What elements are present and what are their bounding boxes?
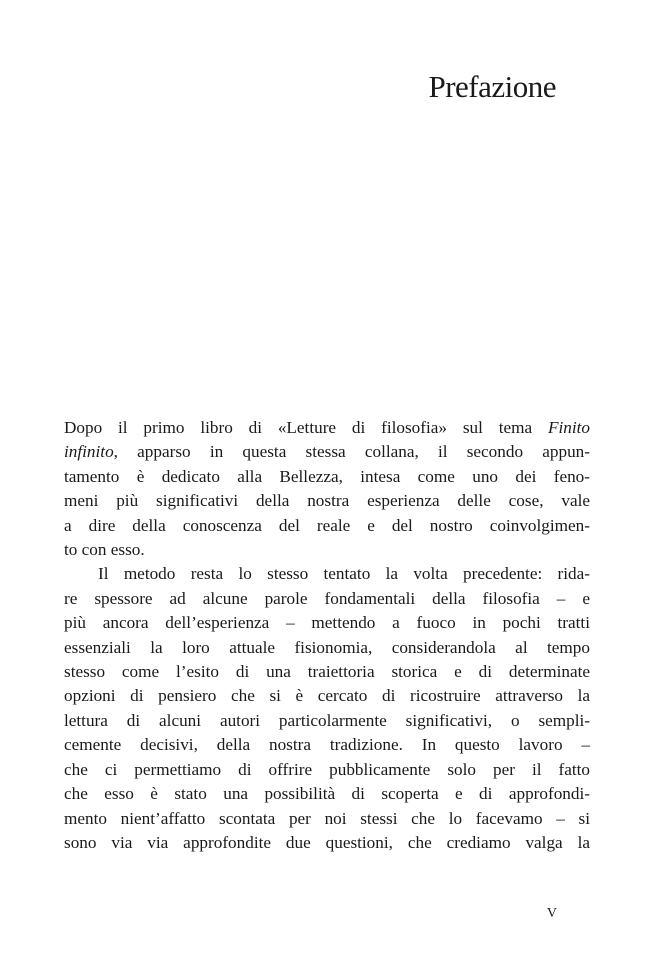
- text-line: infinito, apparso in questa stessa collana, il secondo appun-: [64, 442, 590, 462]
- text-line: a dire della conoscenza del reale e del nostro coinvolgimen-: [64, 515, 590, 535]
- text-line: cemente decisivi, della nostra tradizione. In questo lavoro –: [64, 735, 590, 755]
- text-line: più ancora dell’esperienza – mettendo a fuoco in pochi tratti: [64, 613, 590, 633]
- text-line: opzioni di pensiero che si è cercato di ricostruire attraverso la: [64, 686, 590, 706]
- text-line: meni più significativi della nostra esperienza delle cose, vale: [64, 491, 590, 511]
- text-line: sono via via approfondite due questioni, che crediamo valga la: [64, 832, 590, 852]
- text-line: lettura di alcuni autori particolarmente significativi, o sempli-: [64, 710, 590, 730]
- text-line: essenziali la loro attuale fisionomia, considerandola al tempo: [64, 637, 590, 657]
- text-line: mento nient’affatto scontata per noi stessi che lo facevamo – si: [64, 808, 590, 828]
- text-line: re spessore ad alcune parole fondamentali della filosofia – e: [64, 588, 590, 608]
- text-line: che esso è stato una possibilità di scoperta e di approfondi-: [64, 784, 590, 804]
- text-line: Il metodo resta lo stesso tentato la volta precedente: rida-: [98, 564, 590, 584]
- paragraph-2: [64, 562, 590, 855]
- text-line: tamento è dedicato alla Bellezza, intesa come uno dei feno-: [64, 466, 590, 486]
- text-line: stesso come l’esito di una traiettoria storica e di determinate: [64, 662, 590, 682]
- text-line: to con esso.: [64, 540, 145, 560]
- text-line: che ci permettiamo di offrire pubblicamente solo per il fatto: [64, 759, 590, 779]
- page-title: Prefazione: [428, 69, 556, 104]
- paragraph-1: [64, 416, 590, 562]
- body-text: [64, 416, 590, 855]
- page-number: V: [546, 906, 558, 921]
- text-line: Dopo il primo libro di «Letture di filosofia» sul tema Finito: [64, 418, 590, 437]
